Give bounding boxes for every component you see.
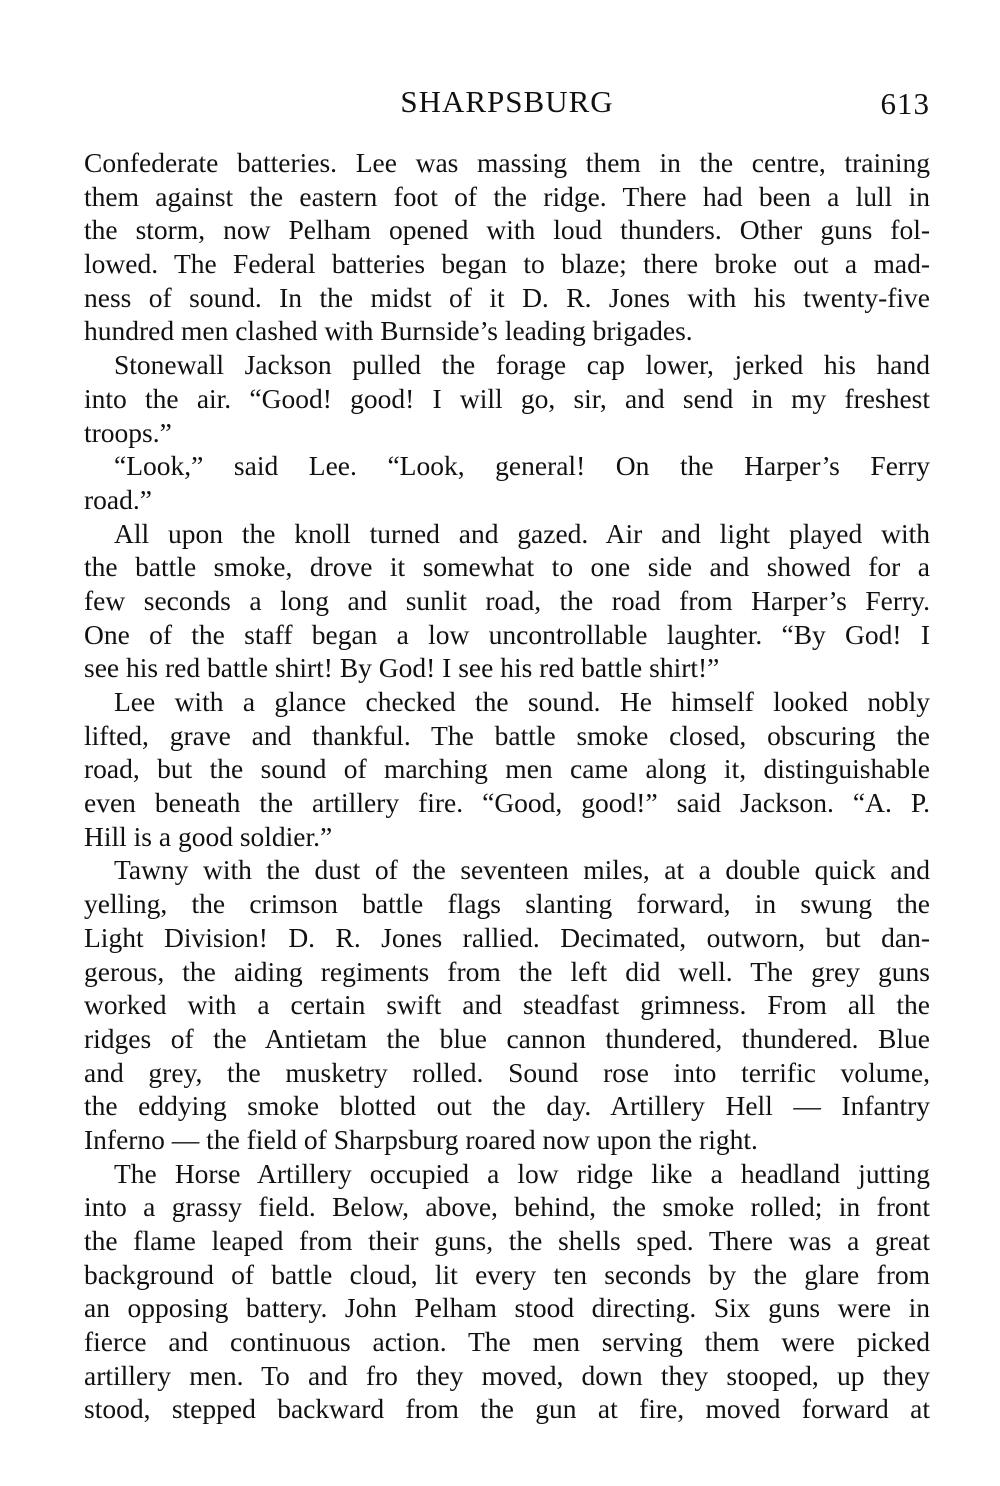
text-line: even beneath the artillery fire. “Good, good!” said Jackson. “A. P. (84, 787, 930, 819)
text-line: worked with a certain swift and steadfast grimness. From all the (84, 989, 930, 1021)
text-line: gerous, the aiding regiments from the left did well. The grey guns (84, 955, 930, 987)
text-line: One of the staff began a low uncontrollable laughter. “By God! I (84, 618, 930, 650)
text-line: the battle smoke, drove it somewhat to one side and showed for a (84, 551, 930, 583)
text-line: the storm, now Pelham opened with loud thunders. Other guns fol- (84, 214, 930, 246)
text-line: Light Division! D. R. Jones rallied. Decimated, outworn, but dan- (84, 921, 930, 953)
text-line: Inferno — the field of Sharpsburg roared now upon the right. (84, 1123, 758, 1155)
text-line: The Horse Artillery occupied a low ridge like a headland jutting (114, 1157, 930, 1189)
text-line: Stonewall Jackson pulled the forage cap lower, jerked his hand (114, 349, 930, 381)
text-line: “Look,” said Lee. “Look, general! On the Harper’s Ferry (114, 450, 930, 482)
text-line: Confederate batteries. Lee was massing them in the centre, training (84, 147, 930, 178)
text-line: troops.” (84, 416, 172, 448)
text-line: and grey, the musketry rolled. Sound rose into terrific volume, (84, 1056, 930, 1088)
text-line: an opposing battery. John Pelham stood directing. Six guns were in (84, 1292, 930, 1324)
text-line: few seconds a long and sunlit road, the road from Harper’s Ferry. (84, 584, 930, 616)
page-number: 613 (880, 86, 930, 121)
text-line: into a grassy field. Below, above, behind, the smoke rolled; in front (84, 1191, 930, 1223)
text-line: Tawny with the dust of the seventeen miles, at a double quick and (114, 854, 930, 886)
text-line: the eddying smoke blotted out the day. Artillery Hell — Infantry (84, 1090, 930, 1122)
text-line: the flame leaped from their guns, the shells sped. There was a great (84, 1225, 930, 1256)
running-head (84, 82, 930, 122)
text-line: Lee with a glance checked the sound. He himself looked nobly (114, 686, 930, 717)
text-line: artillery men. To and fro they moved, down they stooped, up they (84, 1359, 930, 1391)
text-line: lowed. The Federal batteries began to blaze; there broke out a mad- (84, 248, 930, 280)
text-line: them against the eastern foot of the ridge. There had been a lull in (84, 180, 930, 212)
text-line: lifted, grave and thankful. The battle smoke closed, obscuring the (84, 719, 930, 751)
text-line: yelling, the crimson battle flags slanting forward, in swung the (84, 888, 930, 920)
text-line: into the air. “Good! good! I will go, sir, and send in my freshest (84, 382, 930, 414)
text-line: fierce and continuous action. The men serving them were picked (84, 1326, 930, 1358)
text-line: ness of sound. In the midst of it D. R. Jones with his twenty-five (84, 281, 930, 313)
text-line: see his red battle shirt! By God! I see his red battle shirt!” (84, 652, 720, 684)
text-line: road, but the sound of marching men came along it, distinguishable (84, 753, 930, 785)
text-line: hundred men clashed with Burnside’s leading brigades. (84, 315, 693, 347)
text-line: ridges of the Antietam the blue cannon thundered, thundered. Blue (84, 1022, 930, 1054)
text-line: stood, stepped backward from the gun at fire, moved forward at (84, 1393, 930, 1425)
body-text (84, 146, 930, 1426)
running-title: SHARPSBURG (400, 84, 614, 119)
text-line: road.” (84, 483, 152, 515)
text-line: Hill is a good soldier.” (84, 820, 333, 852)
text-line: All upon the knoll turned and gazed. Air and light played with (114, 517, 930, 549)
text-line: background of battle cloud, lit every ten seconds by the glare from (84, 1258, 930, 1290)
